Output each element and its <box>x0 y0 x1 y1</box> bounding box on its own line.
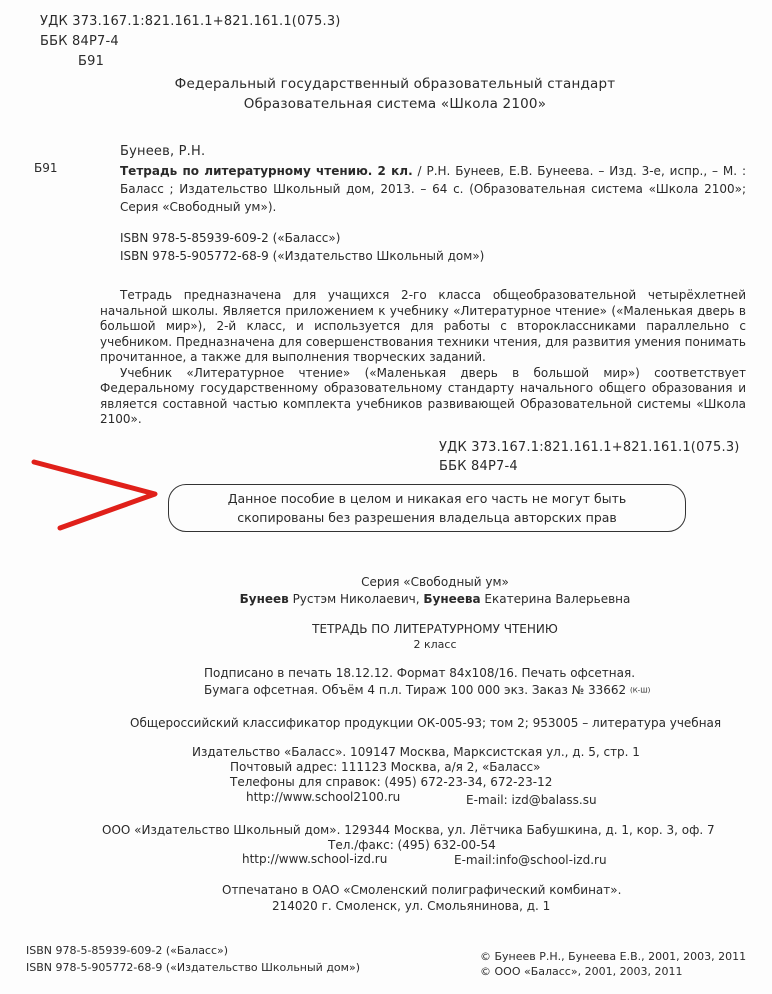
imprint-title: ТЕТРАДЬ ПО ЛИТЕРАТУРНОМУ ЧТЕНИЮ <box>312 622 558 636</box>
print-line-2-text: Бумага офсетная. Объём 4 п.л. Тираж 100 000 экз. Заказ № 33662 <box>204 683 627 697</box>
authors-line <box>120 592 750 606</box>
top-bbk: ББК 84Р7-4 <box>40 34 119 49</box>
udk-right: УДК 373.167.1:821.161.1+821.161.1(075.3) <box>439 440 740 455</box>
notice-line-2: скопированы без разрешения владельца авторских прав <box>237 510 617 525</box>
printer-line-1: Отпечатано в ОАО «Смоленский полиграфический комбинат». <box>222 883 622 897</box>
bbk-right: ББК 84Р7-4 <box>439 459 518 474</box>
publisher1-web: http://www.school2100.ru <box>246 790 401 804</box>
bib-author: Бунеев, Р.Н. <box>120 144 206 159</box>
publisher2-email: E-mail:info@school-izd.ru <box>454 853 607 867</box>
notice-line-1: Данное пособие в целом и никакая его часть не могут быть <box>227 491 627 506</box>
bib-details: / Р.Н. Бунеев, Е.В. Бунеева. – Изд. 3-е, испр., – М. : Баласс ; Издательство Школьный дом, 2013. – 64 с. (Образовательная система «Школа 2100»; Серия «Свободный ум»). <box>120 164 746 214</box>
bib-isbn-1: ISBN 978-5-85939-609-2 («Баласс») <box>120 231 341 245</box>
print-line-2 <box>204 683 650 697</box>
top-udk: УДК 373.167.1:821.161.1+821.161.1(075.3) <box>40 14 341 29</box>
top-code: Б91 <box>78 54 105 69</box>
description-paragraph-2: Учебник «Литературное чтение» («Маленькая дверь в большой мир») соответствует Федеральному государственному образовательному стандарту начального общего образования и является составной частью комплекта учебников развивающей Образовательной системы «Школа 2100». <box>100 365 746 426</box>
bottom-isbn-1: ISBN 978-5-85939-609-2 («Баласс») <box>26 944 229 957</box>
print-line-1: Подписано в печать 18.12.12. Формат 84х108/16. Печать офсетная. <box>204 666 636 680</box>
description-paragraph-1: Тетрадь предназначена для учащихся 2-го класса общеобразовательной четырёхлетней начальной школы. Является приложением к учебнику «Литературное чтение» («Маленькая дверь в большой мир»), 2-й класс, и используется для работы с второклассниками параллельно с учебником. Предназначена для совершенствования техники чтения, для развития умения понимать прочитанное, а также для выполнения творческих заданий. <box>100 288 746 364</box>
author-2-name: Екатерина Валерьевна <box>480 592 631 606</box>
imprint-grade: 2 класс <box>413 638 457 651</box>
standard-line-1: Федеральный государственный образовательный стандарт <box>174 76 616 92</box>
publisher1-email: E-mail: izd@balass.su <box>466 793 597 807</box>
series-line: Серия «Свободный ум» <box>361 575 509 589</box>
publisher1-address: Издательство «Баласс». 109147 Москва, Марксистская ул., д. 5, стр. 1 <box>192 745 640 759</box>
bib-code: Б91 <box>34 161 58 175</box>
red-arrow-mark <box>30 452 160 534</box>
bottom-isbn-2: ISBN 978-5-905772-68-9 («Издательство Школьный дом») <box>26 961 360 974</box>
description <box>100 288 746 428</box>
publisher2-phone: Тел./факс: (495) 632-00-54 <box>328 838 496 852</box>
author-1-name: Рустэм Николаевич, <box>288 592 424 606</box>
copyright-notice-box <box>168 484 686 532</box>
author-1-surname: Бунеев <box>239 592 289 606</box>
classifier-line: Общероссийский классификатор продукции ОК-005-93; том 2; 953005 – литература учебная <box>130 716 722 730</box>
author-2-surname: Бунеева <box>423 592 481 606</box>
publisher1-postal: Почтовый адрес: 111123 Москва, а/я 2, «Баласс» <box>230 760 541 774</box>
printer-line-2: 214020 г. Смоленск, ул. Смольянинова, д. 1 <box>272 899 551 913</box>
print-line-2-mark: (К-Ш) <box>629 686 651 695</box>
bib-title: Тетрадь по литературному чтению. 2 кл. <box>120 164 413 178</box>
standard-line-2: Образовательная система «Школа 2100» <box>243 96 547 112</box>
publisher2-address: ООО «Издательство Школьный дом». 129344 Москва, ул. Лётчика Бабушкина, д. 1, кор. 3, оф. 7 <box>102 823 715 837</box>
publisher2-web: http://www.school-izd.ru <box>242 852 388 866</box>
copyright-2: © ООО «Баласс», 2001, 2003, 2011 <box>480 965 683 978</box>
bib-record <box>120 162 746 216</box>
bib-isbn-2: ISBN 978-5-905772-68-9 («Издательство Школьный дом») <box>120 249 485 263</box>
copyright-1: © Бунеев Р.Н., Бунеева Е.В., 2001, 2003, 2011 <box>480 950 747 963</box>
publisher1-phones: Телефоны для справок: (495) 672-23-34, 672-23-12 <box>230 775 553 789</box>
